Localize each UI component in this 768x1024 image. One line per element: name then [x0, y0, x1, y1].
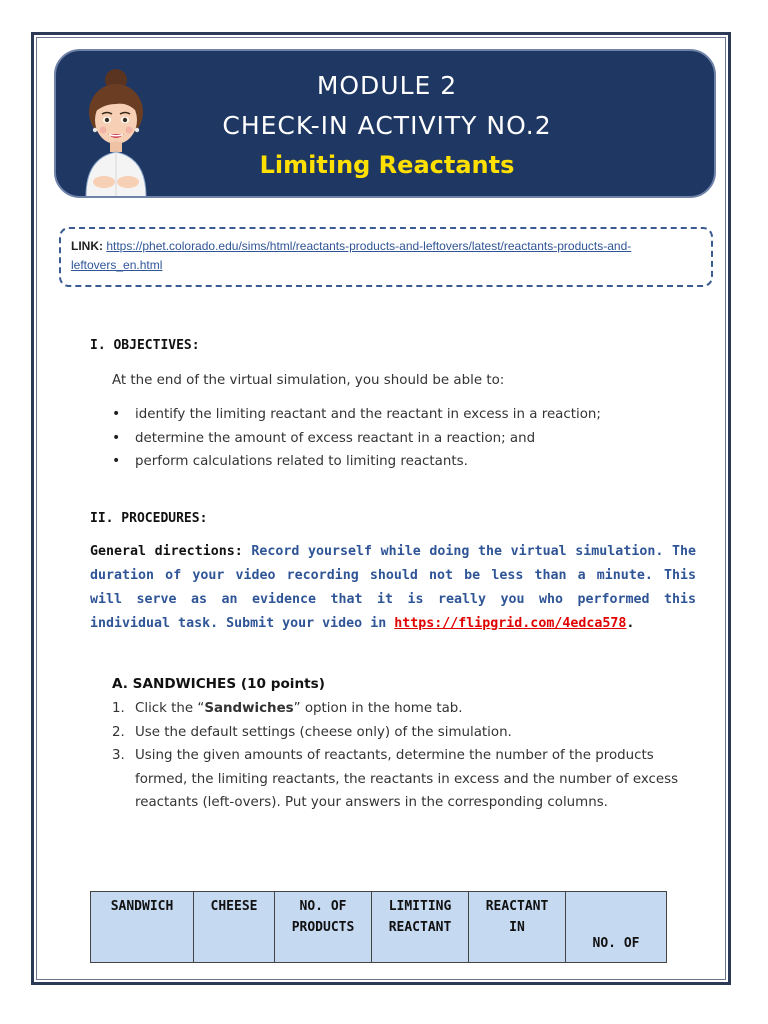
- step-number: 1.: [112, 701, 125, 716]
- header-text: IN: [509, 920, 525, 935]
- objectives-list: [112, 403, 601, 474]
- header-text: REACTANT: [388, 920, 452, 935]
- teacher-avatar-icon: [76, 68, 156, 196]
- objectives-intro: At the end of the virtual simulation, you should be able to:: [112, 373, 505, 388]
- table-header-row: [91, 892, 667, 963]
- table-header-cell: [469, 892, 566, 963]
- link-label: LINK:: [71, 239, 103, 253]
- step-number: 2.: [112, 724, 125, 740]
- header-text: REACTANT: [485, 899, 549, 914]
- list-item: • identify the limiting reactant and the reactant in excess in a reaction;: [112, 403, 601, 427]
- objectives-heading: I. OBJECTIVES:: [90, 338, 200, 353]
- sandwich-table: [90, 891, 667, 963]
- general-directions-text: Record yourself while doing the virtual simulation. The duration of your video recording should not be less than a minute. This will serve as an evidence that it is really you who performed this individual task. Submit your video in: [90, 544, 696, 631]
- step-bold: Sandwiches: [204, 701, 294, 716]
- module-title: MODULE 2: [316, 71, 458, 100]
- list-item: • determine the amount of excess reactant in a reaction; and: [112, 427, 601, 451]
- general-directions: [90, 540, 696, 636]
- link-box: [59, 227, 713, 287]
- table-header-cell: [275, 892, 372, 963]
- table-header-cell: [372, 892, 469, 963]
- section-a-steps: [112, 697, 702, 815]
- table-header-cell: [566, 892, 667, 963]
- header-text: LIMITING: [388, 899, 452, 914]
- general-directions-label: General directions:: [90, 544, 243, 559]
- general-directions-end: .: [626, 616, 635, 631]
- header-text: NO. OF: [299, 899, 347, 914]
- list-item: • perform calculations related to limiting reactants.: [112, 450, 601, 474]
- step-number: 3.: [112, 748, 125, 763]
- link-text: [71, 237, 701, 275]
- list-item: [112, 721, 702, 745]
- header-text: PRODUCTS: [291, 920, 355, 935]
- list-item: [112, 697, 702, 721]
- simulation-link[interactable]: https://phet.colorado.edu/sims/html/reactants-products-and-leftovers/latest/reactants-products-and-: [106, 239, 632, 253]
- simulation-link-continued[interactable]: leftovers_en.html: [71, 258, 163, 272]
- step-text: Use the default settings (cheese only) of the simulation.: [135, 724, 512, 740]
- topic-title: Limiting Reactants: [259, 151, 515, 179]
- flipgrid-link[interactable]: https://flipgrid.com/4edca578: [394, 616, 627, 631]
- step-text: Click the “: [135, 701, 205, 716]
- header-text: SANDWICH: [110, 899, 174, 914]
- header-text: NO. OF: [592, 936, 640, 951]
- header-text: CHEESE: [210, 899, 258, 914]
- section-a-heading: A. SANDWICHES (10 points): [112, 676, 325, 692]
- procedures-heading: II. PROCEDURES:: [90, 511, 208, 526]
- table-header-cell: [91, 892, 194, 963]
- step-text: Using the given amounts of reactants, determine the number of the products formed, the limiting reactants, the reactants in excess and the number of excess reactants (left-overs). Put your answers in the corresponding columns.: [135, 748, 679, 810]
- activity-title: CHECK-IN ACTIVITY NO.2: [222, 111, 552, 140]
- step-text-end: ” option in the home tab.: [293, 701, 463, 716]
- table-header-cell: [194, 892, 275, 963]
- list-item: [112, 744, 702, 815]
